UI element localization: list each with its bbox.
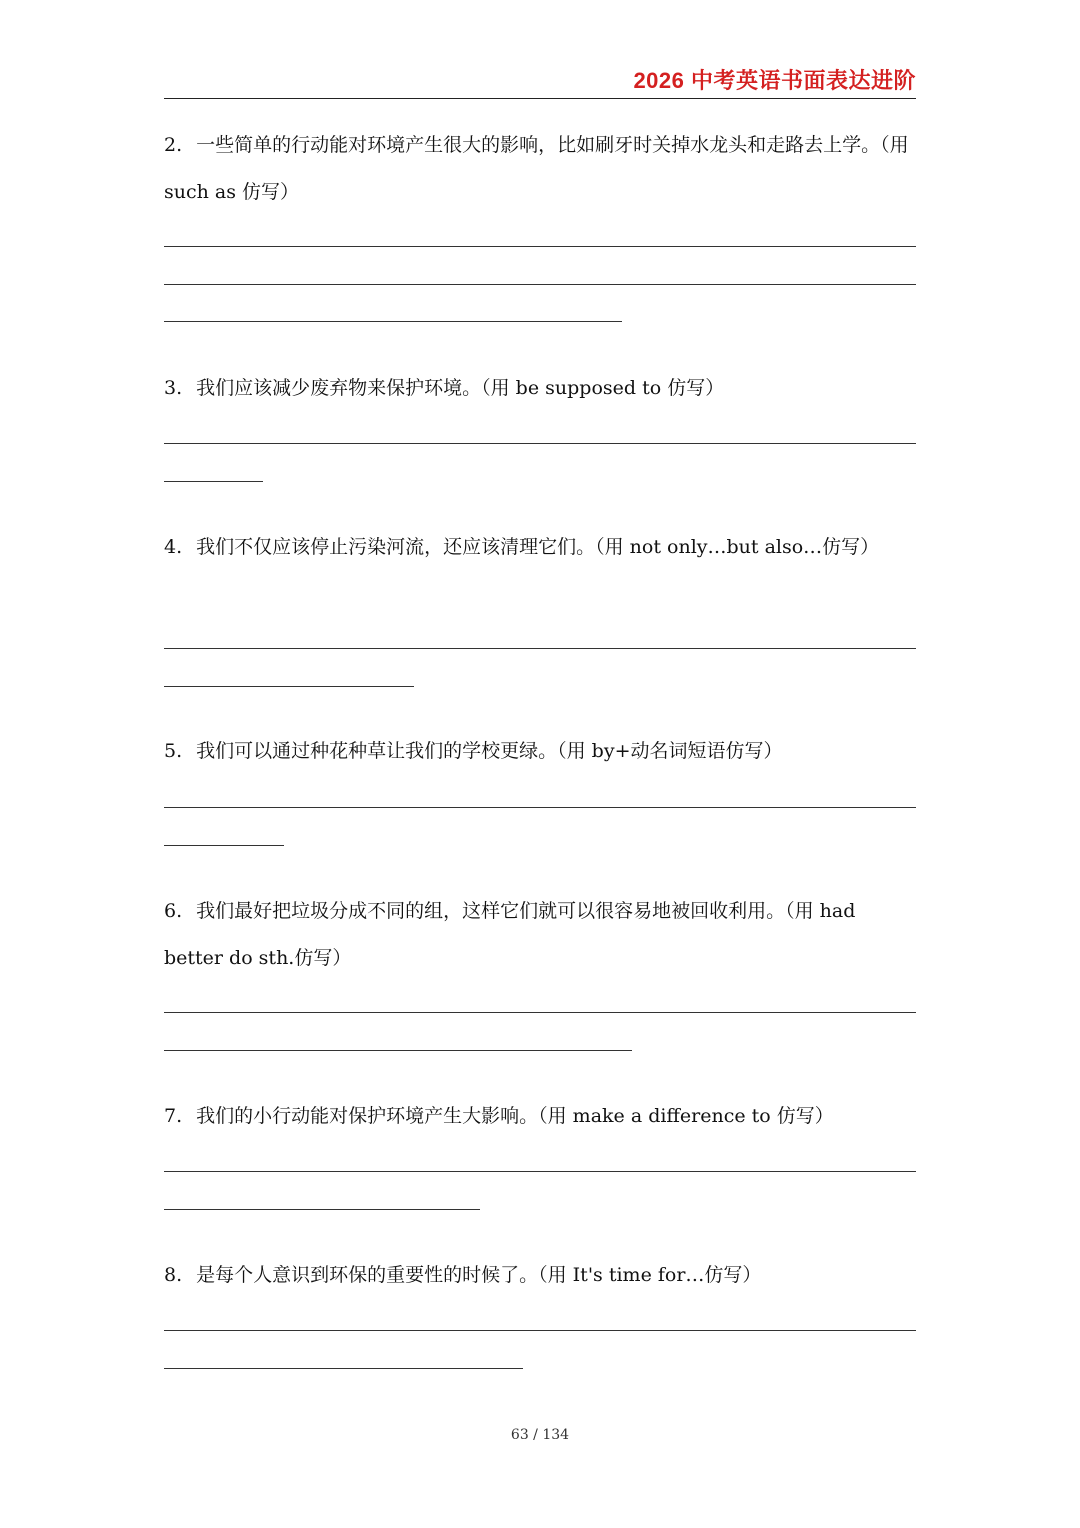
question-prompt: 我们应该减少废弃物来保护环境。（用 be supposed to 仿写） bbox=[196, 377, 725, 399]
question-number: 6. bbox=[164, 900, 183, 922]
answer-line[interactable] bbox=[164, 1209, 480, 1210]
question-number: 5. bbox=[164, 740, 183, 762]
question-8 bbox=[164, 1252, 916, 1299]
question-number: 3. bbox=[164, 377, 183, 399]
question-prompt: 是每个人意识到环保的重要性的时候了。（用 It's time for…仿写） bbox=[196, 1264, 762, 1286]
question-prompt: 一些简单的行动能对环境产生很大的影响，比如刷牙时关掉水龙头和走路去上学。（用 such as 仿写） bbox=[164, 134, 909, 203]
page-number: 63 / 134 bbox=[510, 1427, 570, 1443]
answer-line[interactable] bbox=[164, 481, 263, 482]
answer-line[interactable] bbox=[164, 845, 284, 846]
question-5 bbox=[164, 728, 916, 775]
question-number: 8. bbox=[164, 1264, 183, 1286]
header-divider bbox=[164, 98, 916, 99]
question-number: 7. bbox=[164, 1105, 183, 1127]
answer-line[interactable] bbox=[164, 1330, 916, 1331]
header-title: 2026 中考英语书面表达进阶 bbox=[633, 68, 916, 93]
question-prompt: 我们不仅应该停止污染河流，还应该清理它们。（用 not only…but also…仿写） bbox=[196, 536, 880, 558]
question-number: 4. bbox=[164, 536, 183, 558]
answer-line[interactable] bbox=[164, 686, 414, 687]
question-prompt: 我们的小行动能对保护环境产生大影响。（用 make a difference to 仿写） bbox=[196, 1105, 834, 1127]
question-6 bbox=[164, 888, 916, 982]
question-prompt: 我们最好把垃圾分成不同的组，这样它们就可以很容易地被回收利用。（用 had better do sth.仿写） bbox=[164, 900, 856, 969]
question-4 bbox=[164, 524, 916, 571]
question-prompt: 我们可以通过种花种草让我们的学校更绿。（用 by+动名词短语仿写） bbox=[196, 740, 783, 762]
answer-line[interactable] bbox=[164, 284, 916, 285]
answer-line[interactable] bbox=[164, 1050, 632, 1051]
answer-line[interactable] bbox=[164, 1012, 916, 1013]
answer-line[interactable] bbox=[164, 443, 916, 444]
question-2 bbox=[164, 122, 916, 216]
answer-line[interactable] bbox=[164, 648, 916, 649]
question-3 bbox=[164, 365, 916, 412]
answer-line[interactable] bbox=[164, 1171, 916, 1172]
question-7 bbox=[164, 1093, 916, 1140]
question-number: 2. bbox=[164, 134, 183, 156]
answer-line[interactable] bbox=[164, 807, 916, 808]
answer-line[interactable] bbox=[164, 321, 622, 322]
answer-line[interactable] bbox=[164, 246, 916, 247]
answer-line[interactable] bbox=[164, 1368, 523, 1369]
